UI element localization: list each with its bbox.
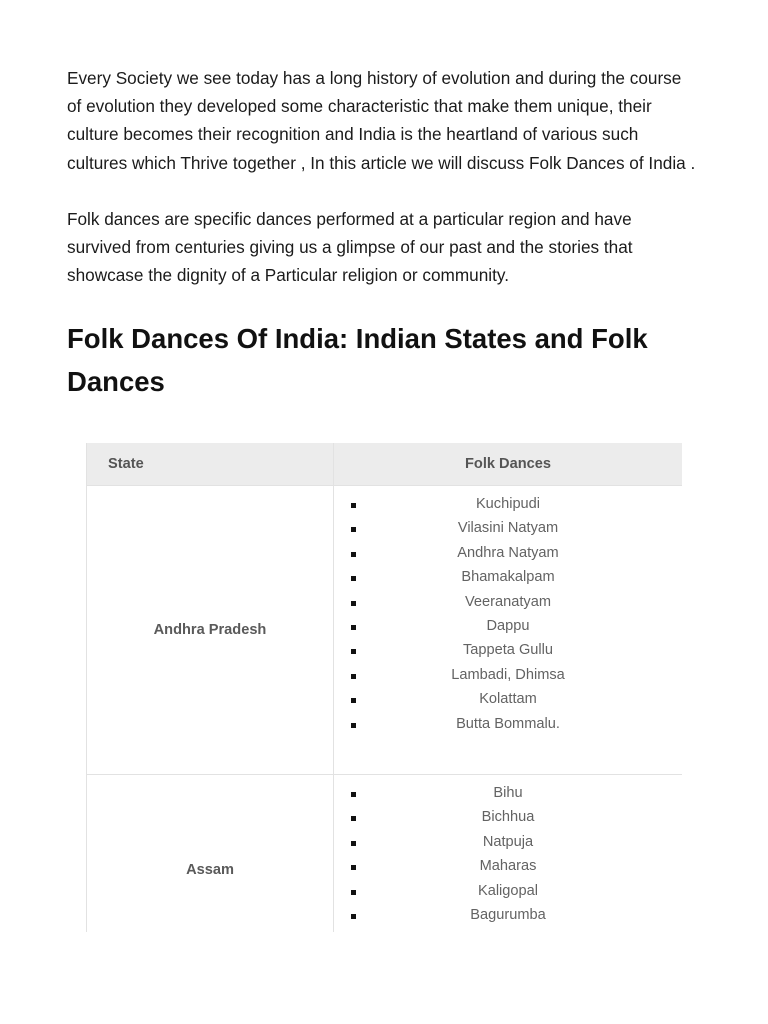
folk-dances-column-header: Folk Dances (334, 443, 683, 486)
dance-name: Veeranatyam (465, 593, 551, 610)
list-item (334, 565, 682, 589)
list-item (334, 492, 682, 516)
square-bullet-icon (351, 723, 356, 728)
square-bullet-icon (351, 552, 356, 557)
dance-name: Maharas (479, 858, 537, 875)
square-bullet-icon (351, 841, 356, 846)
dance-name: Bhamakalpam (461, 569, 555, 586)
list-item (334, 879, 682, 903)
list-item (334, 590, 682, 614)
list-item (334, 805, 682, 829)
dance-list-cell (334, 775, 683, 932)
dance-name: Butta Bommalu. (456, 715, 560, 732)
table-row (87, 486, 683, 775)
list-item (334, 830, 682, 854)
intro-paragraph: Every Society we see today has a long history of evolution and during the course of evolution they developed some characteristic that make them unique, their culture becomes their recognition and India is the heartland of various such cultures which Thrive together , In this article we will discuss Folk Dances of India . (67, 68, 696, 173)
dance-list-cell (334, 486, 683, 775)
list-item (334, 687, 682, 711)
dance-name: Kuchipudi (475, 496, 541, 512)
dance-name: Bihu (493, 785, 523, 802)
square-bullet-icon (351, 698, 356, 703)
square-bullet-icon (351, 674, 356, 679)
dance-list (334, 775, 682, 932)
table-header-row (87, 443, 683, 486)
square-bullet-icon (351, 576, 356, 581)
dance-list (334, 486, 682, 774)
list-item (334, 781, 682, 805)
list-item (334, 903, 682, 927)
table-row (87, 775, 683, 932)
state-cell: Andhra Pradesh (87, 486, 334, 775)
dance-name: Dappu (486, 618, 530, 635)
article-content (67, 64, 697, 412)
dance-name: Andhra Natyam (457, 544, 559, 561)
dance-name: Kolattam (479, 691, 537, 708)
dance-name: Bichhua (481, 809, 535, 826)
square-bullet-icon (351, 890, 356, 895)
list-item (334, 614, 682, 638)
square-bullet-icon (351, 865, 356, 870)
square-bullet-icon (351, 601, 356, 606)
list-item (334, 663, 682, 687)
square-bullet-icon (351, 816, 356, 821)
square-bullet-icon (351, 914, 356, 919)
square-bullet-icon (351, 527, 356, 532)
folk-dances-table (86, 443, 682, 932)
dance-name: Bagurumba (470, 907, 546, 924)
square-bullet-icon (351, 625, 356, 630)
state-column-header: State (87, 443, 334, 486)
folk-dances-table-container (86, 443, 682, 932)
dance-name: Lambadi, Dhimsa (451, 666, 565, 683)
list-item (334, 712, 682, 736)
square-bullet-icon (351, 503, 356, 508)
list-item (334, 541, 682, 565)
list-item (334, 516, 682, 540)
square-bullet-icon (351, 649, 356, 654)
folk-dance-definition-paragraph: Folk dances are specific dances performed at a particular region and have survived from centuries giving us a glimpse of our past and the stories that showcase the dignity of a Particular religion or community. (67, 208, 633, 286)
dance-name: Vilasini Natyam (457, 520, 559, 537)
list-item (334, 854, 682, 878)
state-cell: Assam (87, 775, 334, 932)
square-bullet-icon (351, 792, 356, 797)
dance-name: Kaligopal (477, 882, 539, 899)
dance-name: Natpuja (482, 833, 534, 850)
section-heading: Folk Dances Of India: Indian States and Folk Dances (67, 323, 648, 398)
list-item (334, 638, 682, 662)
dance-name: Tappeta Gullu (462, 642, 554, 659)
